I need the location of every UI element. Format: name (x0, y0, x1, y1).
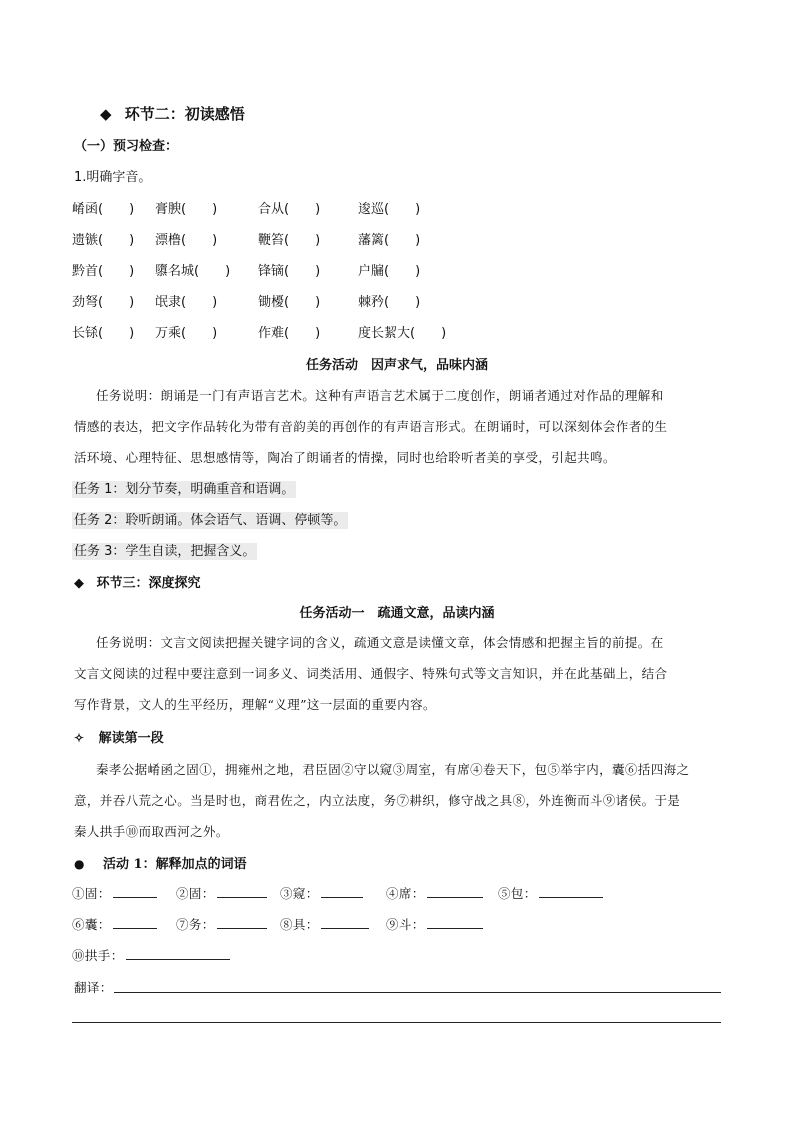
exercise-label: ①固： (72, 886, 111, 901)
exercise-label: ⑥囊： (72, 917, 111, 932)
exercise-item (72, 946, 230, 964)
answer-blank[interactable] (217, 916, 267, 929)
sparkle-bullet-icon: ✧ (74, 731, 85, 745)
answer-blank[interactable] (321, 885, 363, 898)
pinyin-item: 崤函( ) (72, 202, 135, 217)
reading-heading (74, 727, 164, 746)
exercise-item (176, 884, 267, 902)
exercise-item (498, 884, 603, 902)
diamond-bullet-icon: ◆ (74, 576, 84, 591)
section-2-heading (100, 103, 245, 124)
exercise-item (386, 915, 483, 933)
pinyin-item: 氓隶( ) (155, 295, 218, 310)
answer-blank[interactable] (126, 947, 230, 960)
dot-bullet-icon: ● (74, 857, 85, 871)
answer-blank[interactable] (427, 885, 483, 898)
pinyin-item: 逡巡( ) (358, 202, 421, 217)
question-1: 1.明确字音。 (74, 170, 152, 185)
pinyin-item: 遗镞( ) (72, 233, 135, 248)
exercise-heading (74, 853, 247, 872)
answer-blank[interactable] (113, 885, 157, 898)
exercise-label: ⑤包： (498, 886, 537, 901)
pinyin-item: 万乘( ) (155, 326, 218, 341)
exercise-label: ⑧具： (280, 917, 319, 932)
answer-blank[interactable] (217, 885, 267, 898)
exercise-item (72, 884, 157, 902)
section-2-title: 环节二：初读感悟 (124, 105, 245, 123)
exercise-item (72, 915, 157, 933)
diamond-bullet-icon: ◆ (100, 105, 112, 123)
passage-line-3: 秦人拱手⑩而取西河之外。 (74, 824, 229, 839)
passage-line-2: 意，并吞八荒之心。当是时也，商君佐之，内立法度，务⑦耕织，修守战之具⑧，外连衡而斗⑨诸侯。于是 (74, 793, 681, 808)
exercise-item (176, 915, 267, 933)
section-3-heading (74, 572, 201, 591)
translate-line-1[interactable] (114, 992, 721, 993)
activity-1-desc-line-1: 任务说明：朗诵是一门有声语言艺术。这种有声语言艺术属于二度创作，朗诵者通过对作品的理解和 (96, 388, 664, 403)
pinyin-item: 黔首( ) (72, 264, 135, 279)
pinyin-item: 劲弩( ) (72, 295, 135, 310)
task-2: 任务 2：聆听朗诵。体会语气、语调、停顿等。 (74, 513, 347, 528)
exercise-item (386, 884, 483, 902)
translate-label: 翻译： (74, 980, 113, 995)
exercise-label: ②固： (176, 886, 215, 901)
activity-2-title: 任务活动一 疏通文意，品读内涵 (299, 606, 495, 621)
preview-heading: （一）预习检查： (74, 139, 179, 154)
activity-1-desc-line-2: 情感的表达，把文字作品转化为带有音韵美的再创作的有声语言形式。在朗诵时，可以深刻体会作者的生 (74, 419, 668, 434)
exercise-label: ⑨斗： (386, 917, 425, 932)
pinyin-item: 隳名城( ) (155, 264, 231, 279)
pinyin-item: 户牖( ) (358, 264, 421, 279)
pinyin-item: 膏腴( ) (155, 202, 218, 217)
answer-blank[interactable] (321, 916, 369, 929)
passage-line-1: 秦孝公据崤函之固①，拥雍州之地，君臣固②守以窥③周室，有席④卷天下，包⑤举宇内，囊⑥括四海之 (96, 762, 690, 777)
pinyin-item: 鞭笞( ) (258, 233, 321, 248)
exercise-item (280, 884, 363, 902)
pinyin-item: 锄櫌( ) (258, 295, 321, 310)
pinyin-item: 棘矜( ) (358, 295, 421, 310)
reading-title: 解读第一段 (98, 731, 164, 746)
answer-blank[interactable] (427, 916, 483, 929)
pinyin-item: 长铩( ) (72, 326, 135, 341)
task-3: 任务 3：学生自读，把握含义。 (74, 544, 256, 559)
exercise-label: ⑦务： (176, 917, 215, 932)
pinyin-item: 藩篱( ) (358, 233, 421, 248)
answer-blank[interactable] (113, 916, 157, 929)
pinyin-item: 作难( ) (258, 326, 321, 341)
activity-2-desc-line-3: 写作背景，文人的生平经历，理解“义理”这一层面的重要内容。 (74, 697, 436, 712)
activity-1-desc-line-3: 活环境、心理特征、思想感情等，陶冶了朗诵者的情操，同时也给聆听者美的享受，引起共鸣。 (74, 450, 616, 465)
answer-blank[interactable] (539, 885, 603, 898)
exercise-item (280, 915, 369, 933)
activity-2-desc-line-2: 文言文阅读的过程中要注意到一词多义、词类活用、通假字、特殊句式等文言知识，并在此基础上，结合 (74, 666, 668, 681)
exercise-title: 活动 1：解释加点的词语 (103, 857, 247, 872)
pinyin-item: 度长絜大( ) (358, 326, 447, 341)
exercise-label: ③窥： (280, 886, 319, 901)
translate-line-2[interactable] (72, 1022, 721, 1023)
pinyin-item: 合从( ) (258, 202, 321, 217)
pinyin-item: 漂橹( ) (155, 233, 218, 248)
exercise-label: ④席： (386, 886, 425, 901)
section-3-title: 环节三：深度探究 (96, 576, 201, 591)
task-1: 任务 1：划分节奏，明确重音和语调。 (74, 482, 295, 497)
activity-2-desc-line-1: 任务说明：文言文阅读把握关键字词的含义，疏通文意是读懂文章，体会情感和把握主旨的前提。在 (96, 635, 664, 650)
pinyin-item: 锋镝( ) (258, 264, 321, 279)
activity-1-title: 任务活动 因声求气，品味内涵 (305, 358, 488, 373)
exercise-label: ⑩拱手： (72, 948, 124, 963)
